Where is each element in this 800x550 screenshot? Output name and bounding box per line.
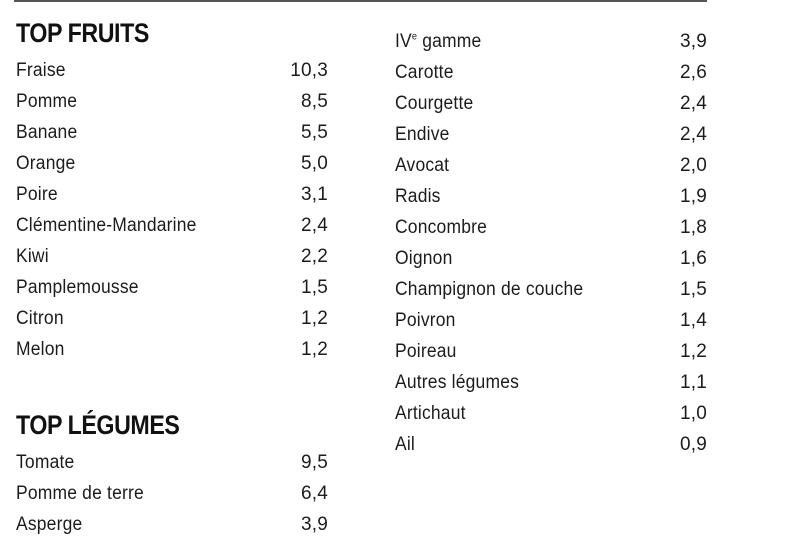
item-label	[395, 26, 481, 57]
fruits-list	[16, 55, 328, 365]
list-item	[16, 272, 328, 303]
item-value: 2,6	[679, 62, 707, 83]
item-label-sup: e	[411, 31, 418, 43]
item-label: Tomate	[16, 452, 75, 473]
item-value: 1,5	[300, 277, 328, 298]
item-value: 8,5	[300, 91, 328, 112]
list-item	[16, 447, 328, 478]
list-item	[395, 367, 707, 398]
list-item	[395, 57, 707, 88]
item-label: Champignon de couche	[395, 279, 584, 300]
legumes-heading: TOP LÉGUMES	[16, 410, 180, 440]
right-column	[395, 0, 707, 550]
item-value: 2,4	[300, 215, 328, 236]
item-value: 3,9	[679, 31, 707, 52]
item-value: 2,2	[300, 246, 328, 267]
item-label: Fraise	[16, 60, 66, 81]
legumes-list	[16, 447, 328, 540]
item-label: Poireau	[395, 341, 457, 362]
list-item	[16, 478, 328, 509]
item-label: Banane	[16, 122, 78, 143]
item-value: 5,5	[300, 122, 328, 143]
item-value: 1,0	[679, 403, 707, 424]
list-item	[16, 179, 328, 210]
item-value: 1,6	[679, 248, 707, 269]
list-item	[395, 429, 707, 460]
item-label: Artichaut	[395, 403, 466, 424]
item-label-rest: gamme	[417, 31, 482, 52]
list-item	[395, 336, 707, 367]
item-label: Asperge	[16, 514, 83, 535]
item-value: 1,4	[679, 310, 707, 331]
item-value: 1,2	[300, 308, 328, 329]
list-item	[395, 150, 707, 181]
item-label: Oignon	[395, 248, 453, 269]
list-item	[395, 181, 707, 212]
item-value: 9,5	[300, 452, 328, 473]
left-column	[16, 0, 328, 550]
item-value: 2,4	[679, 93, 707, 114]
item-label: Orange	[16, 153, 76, 174]
list-item	[395, 274, 707, 305]
list-item	[16, 210, 328, 241]
item-value: 1,8	[679, 217, 707, 238]
item-label: Melon	[16, 339, 65, 360]
item-value: 5,0	[300, 153, 328, 174]
item-label: Courgette	[395, 93, 474, 114]
list-item	[16, 241, 328, 272]
item-value: 1,1	[679, 372, 707, 393]
item-label: Concombre	[395, 217, 488, 238]
item-value: 6,4	[300, 483, 328, 504]
list-item	[395, 398, 707, 429]
item-label: Pomme	[16, 91, 78, 112]
item-label: Pomme de terre	[16, 483, 144, 504]
item-value: 2,4	[679, 124, 707, 145]
item-value: 1,2	[679, 341, 707, 362]
list-item	[16, 509, 328, 540]
item-value: 3,9	[300, 514, 328, 535]
list-item	[395, 212, 707, 243]
list-item	[16, 303, 328, 334]
item-value: 1,5	[679, 279, 707, 300]
list-item	[395, 119, 707, 150]
list-item	[395, 88, 707, 119]
legumes-continued-list	[395, 26, 707, 460]
item-label: Endive	[395, 124, 450, 145]
list-item	[16, 86, 328, 117]
item-label: Clémentine-Mandarine	[16, 215, 197, 236]
item-value: 1,2	[300, 339, 328, 360]
item-label: Carotte	[395, 62, 454, 83]
list-item	[16, 148, 328, 179]
list-item	[395, 305, 707, 336]
item-label: Citron	[16, 308, 64, 329]
item-value: 0,9	[679, 434, 707, 455]
item-label-main: IV	[395, 31, 412, 52]
item-label: Avocat	[395, 155, 450, 176]
list-item	[395, 243, 707, 274]
fruits-heading: TOP FRUITS	[16, 18, 149, 48]
item-label: Kiwi	[16, 246, 49, 267]
list-item	[16, 334, 328, 365]
item-label: Poivron	[395, 310, 456, 331]
item-value: 3,1	[300, 184, 328, 205]
list-item	[16, 55, 328, 86]
item-value: 1,9	[679, 186, 707, 207]
item-value: 2,0	[679, 155, 707, 176]
list-item	[16, 117, 328, 148]
item-label: Poire	[16, 184, 58, 205]
item-label: Radis	[395, 186, 441, 207]
item-label: Ail	[395, 434, 415, 455]
item-value: 10,3	[290, 60, 328, 81]
item-label: Autres légumes	[395, 372, 520, 393]
item-label: Pamplemousse	[16, 277, 139, 298]
list-item	[395, 26, 707, 57]
